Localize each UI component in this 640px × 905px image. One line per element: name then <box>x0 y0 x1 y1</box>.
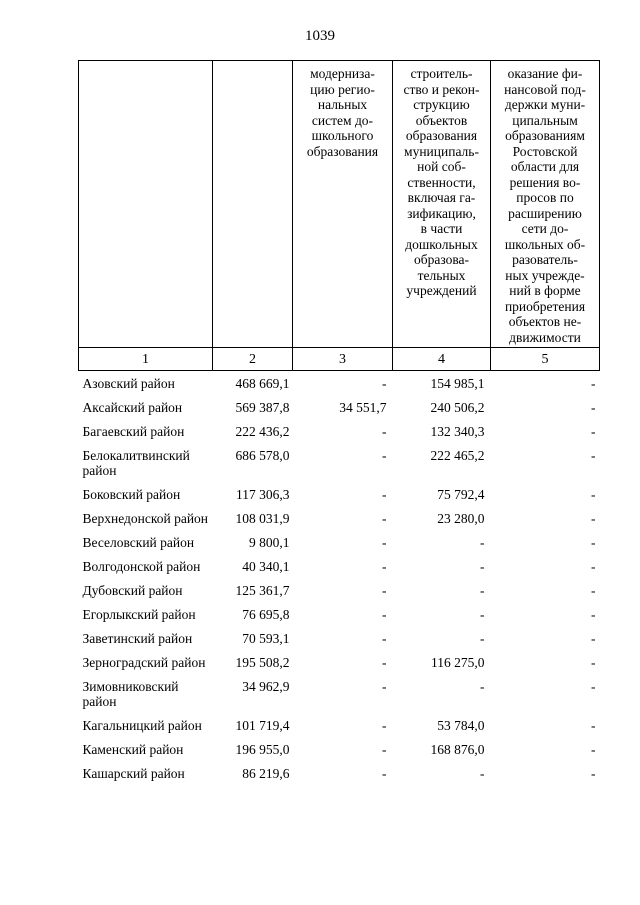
financial-support-value-cell <box>491 602 600 626</box>
district-name: Кашарский район <box>82 766 185 781</box>
financial-support-value: - <box>591 607 596 622</box>
district-name-cell <box>79 761 213 785</box>
total-value: 9 800,1 <box>249 535 290 550</box>
modernization-value-cell <box>293 506 393 530</box>
financial-support-value-cell <box>491 482 600 506</box>
modernization-value-cell <box>293 674 393 713</box>
construction-value-cell <box>393 650 491 674</box>
total-value: 86 219,6 <box>242 766 290 781</box>
table-header <box>79 61 600 371</box>
financial-support-value: - <box>591 631 596 646</box>
district-name-cell <box>79 443 213 482</box>
district-name: Зимовниковский район <box>82 679 179 709</box>
total-value-cell <box>213 737 293 761</box>
construction-value: 75 792,4 <box>437 487 485 502</box>
modernization-value: - <box>382 655 387 670</box>
modernization-value: - <box>382 376 387 391</box>
modernization-value: 34 551,7 <box>339 400 387 415</box>
modernization-value-cell <box>293 554 393 578</box>
total-value: 117 306,3 <box>236 487 290 502</box>
modernization-value: - <box>382 559 387 574</box>
total-value-cell <box>213 713 293 737</box>
table-row <box>79 443 600 482</box>
table-row <box>79 395 600 419</box>
total-value: 686 578,0 <box>235 448 290 463</box>
total-value-cell <box>213 626 293 650</box>
construction-value: - <box>480 607 485 622</box>
construction-value-cell <box>393 419 491 443</box>
financial-support-value: - <box>591 655 596 670</box>
district-name: Егорлыкский район <box>82 607 196 622</box>
header-cell-2 <box>213 61 293 348</box>
construction-value: - <box>480 583 485 598</box>
total-value-cell <box>213 578 293 602</box>
district-name: Зерноградский район <box>82 655 206 670</box>
district-name: Дубовский район <box>82 583 183 598</box>
financial-support-value-cell <box>491 737 600 761</box>
financial-support-value-cell <box>491 578 600 602</box>
column-number: 2 <box>213 348 293 371</box>
financial-support-value-cell <box>491 554 600 578</box>
modernization-value: - <box>382 607 387 622</box>
column-number: 1 <box>79 348 213 371</box>
financial-support-value-cell <box>491 395 600 419</box>
financial-support-value: - <box>591 511 596 526</box>
district-name: Белокалитвинский район <box>82 448 190 478</box>
construction-value-cell <box>393 530 491 554</box>
modernization-value-cell <box>293 737 393 761</box>
construction-value-cell <box>393 713 491 737</box>
district-name-cell <box>79 602 213 626</box>
financial-support-value-cell <box>491 506 600 530</box>
table-row <box>79 713 600 737</box>
table-row <box>79 419 600 443</box>
total-value-cell <box>213 482 293 506</box>
district-name-cell <box>79 419 213 443</box>
table-row <box>79 650 600 674</box>
financial-support-value-cell <box>491 674 600 713</box>
total-value: 34 962,9 <box>242 679 290 694</box>
table-row <box>79 578 600 602</box>
financial-support-value-cell <box>491 761 600 785</box>
modernization-value-cell <box>293 371 393 396</box>
total-value-cell <box>213 761 293 785</box>
financial-support-value: - <box>591 487 596 502</box>
financial-support-value: - <box>591 679 596 694</box>
total-value: 108 031,9 <box>235 511 290 526</box>
district-name: Азовский район <box>82 376 175 391</box>
modernization-value: - <box>382 631 387 646</box>
district-name: Боковский район <box>82 487 181 502</box>
financial-support-value: - <box>591 742 596 757</box>
district-name: Волгодонской район <box>82 559 201 574</box>
table-row <box>79 761 600 785</box>
financial-support-value: - <box>591 583 596 598</box>
district-name-cell <box>79 737 213 761</box>
construction-value-cell <box>393 395 491 419</box>
total-value-cell <box>213 602 293 626</box>
construction-value-cell <box>393 443 491 482</box>
construction-value: - <box>480 559 485 574</box>
total-value-cell <box>213 371 293 396</box>
table-row <box>79 674 600 713</box>
modernization-value-cell <box>293 395 393 419</box>
header-cell-modernization: модерниза- цию регио- нальных систем до- школьного образования <box>293 61 393 348</box>
financial-support-value-cell <box>491 443 600 482</box>
header-cell-1 <box>79 61 213 348</box>
table-row <box>79 626 600 650</box>
district-name-cell <box>79 713 213 737</box>
district-name: Багаевский район <box>82 424 185 439</box>
modernization-value: - <box>382 742 387 757</box>
modernization-value-cell <box>293 482 393 506</box>
district-name: Заветинский район <box>82 631 193 646</box>
district-name-cell <box>79 371 213 396</box>
financial-support-value-cell <box>491 713 600 737</box>
total-value: 569 387,8 <box>235 400 290 415</box>
modernization-value-cell <box>293 650 393 674</box>
financial-support-value-cell <box>491 419 600 443</box>
table-row <box>79 530 600 554</box>
financial-support-value: - <box>591 766 596 781</box>
construction-value: - <box>480 535 485 550</box>
construction-value: 23 280,0 <box>437 511 485 526</box>
financial-support-value: - <box>591 535 596 550</box>
column-number: 3 <box>293 348 393 371</box>
district-name-cell <box>79 650 213 674</box>
construction-value: 116 275,0 <box>431 655 485 670</box>
total-value-cell <box>213 554 293 578</box>
header-cell-financial-support: оказание фи- нансовой под- держки муни- ципальным образованиям Ростовской области для решения во- просов по расширению сети до- школьных об- разователь- ных учрежде- ний в форме приобретения объектов не- движимости <box>491 61 600 348</box>
total-value-cell <box>213 395 293 419</box>
modernization-value: - <box>382 424 387 439</box>
financial-support-value: - <box>591 376 596 391</box>
header-cell-construction: строитель- ство и рекон- струкцию объектов образования муниципаль- ной соб- ственности, включая га- зификацию, в части дошкольных образова- тельных учреждений <box>393 61 491 348</box>
construction-value-cell <box>393 482 491 506</box>
table-row <box>79 602 600 626</box>
district-name-cell <box>79 626 213 650</box>
financial-support-value-cell <box>491 626 600 650</box>
modernization-value-cell <box>293 419 393 443</box>
construction-value-cell <box>393 554 491 578</box>
modernization-value-cell <box>293 530 393 554</box>
district-name: Верхнедонской район <box>82 511 209 526</box>
modernization-value-cell <box>293 626 393 650</box>
construction-value: - <box>480 766 485 781</box>
financial-support-value: - <box>591 559 596 574</box>
construction-value: 222 465,2 <box>430 448 485 463</box>
column-number-row <box>79 348 600 371</box>
modernization-value-cell <box>293 713 393 737</box>
modernization-value: - <box>382 718 387 733</box>
total-value: 196 955,0 <box>235 742 290 757</box>
modernization-value: - <box>382 766 387 781</box>
financial-support-value: - <box>591 424 596 439</box>
modernization-value-cell <box>293 578 393 602</box>
table-row <box>79 506 600 530</box>
construction-value-cell <box>393 506 491 530</box>
total-value: 125 361,7 <box>235 583 290 598</box>
construction-value-cell <box>393 626 491 650</box>
construction-value-cell <box>393 737 491 761</box>
construction-value-cell <box>393 602 491 626</box>
financial-support-value-cell <box>491 371 600 396</box>
total-value-cell <box>213 530 293 554</box>
total-value: 222 436,2 <box>235 424 290 439</box>
column-number: 4 <box>393 348 491 371</box>
district-name: Каменский район <box>82 742 184 757</box>
modernization-value: - <box>382 679 387 694</box>
district-name-cell <box>79 530 213 554</box>
table-row <box>79 737 600 761</box>
construction-value-cell <box>393 371 491 396</box>
financial-support-value-cell <box>491 530 600 554</box>
total-value-cell <box>213 506 293 530</box>
page-number: 1039 <box>305 28 335 44</box>
table-body <box>79 371 600 786</box>
modernization-value-cell <box>293 443 393 482</box>
district-name-cell <box>79 578 213 602</box>
total-value: 40 340,1 <box>242 559 290 574</box>
table-row <box>79 554 600 578</box>
total-value-cell <box>213 443 293 482</box>
district-name-cell <box>79 554 213 578</box>
construction-value-cell <box>393 674 491 713</box>
construction-value: 53 784,0 <box>437 718 485 733</box>
total-value: 468 669,1 <box>235 376 290 391</box>
construction-value: 240 506,2 <box>430 400 485 415</box>
total-value: 70 593,1 <box>242 631 290 646</box>
budget-table <box>78 60 600 785</box>
construction-value: 168 876,0 <box>430 742 485 757</box>
construction-value: 154 985,1 <box>430 376 485 391</box>
modernization-value: - <box>382 487 387 502</box>
district-name-cell <box>79 482 213 506</box>
district-name: Кагальницкий район <box>82 718 202 733</box>
column-number: 5 <box>491 348 600 371</box>
table-row <box>79 371 600 396</box>
modernization-value-cell <box>293 761 393 785</box>
modernization-value-cell <box>293 602 393 626</box>
modernization-value: - <box>382 448 387 463</box>
modernization-value: - <box>382 535 387 550</box>
total-value: 101 719,4 <box>235 718 290 733</box>
financial-support-value: - <box>591 448 596 463</box>
construction-value-cell <box>393 578 491 602</box>
financial-support-value-cell <box>491 650 600 674</box>
modernization-value: - <box>382 511 387 526</box>
modernization-value: - <box>382 583 387 598</box>
construction-value: - <box>480 631 485 646</box>
financial-support-value: - <box>591 400 596 415</box>
total-value: 76 695,8 <box>242 607 290 622</box>
construction-value: 132 340,3 <box>430 424 485 439</box>
table-row <box>79 482 600 506</box>
total-value-cell <box>213 650 293 674</box>
total-value: 195 508,2 <box>235 655 290 670</box>
total-value-cell <box>213 419 293 443</box>
total-value-cell <box>213 674 293 713</box>
district-name: Аксайский район <box>82 400 183 415</box>
district-name-cell <box>79 674 213 713</box>
financial-support-value: - <box>591 718 596 733</box>
district-name-cell <box>79 395 213 419</box>
district-name: Веселовский район <box>82 535 195 550</box>
construction-value-cell <box>393 761 491 785</box>
district-name-cell <box>79 506 213 530</box>
construction-value: - <box>480 679 485 694</box>
